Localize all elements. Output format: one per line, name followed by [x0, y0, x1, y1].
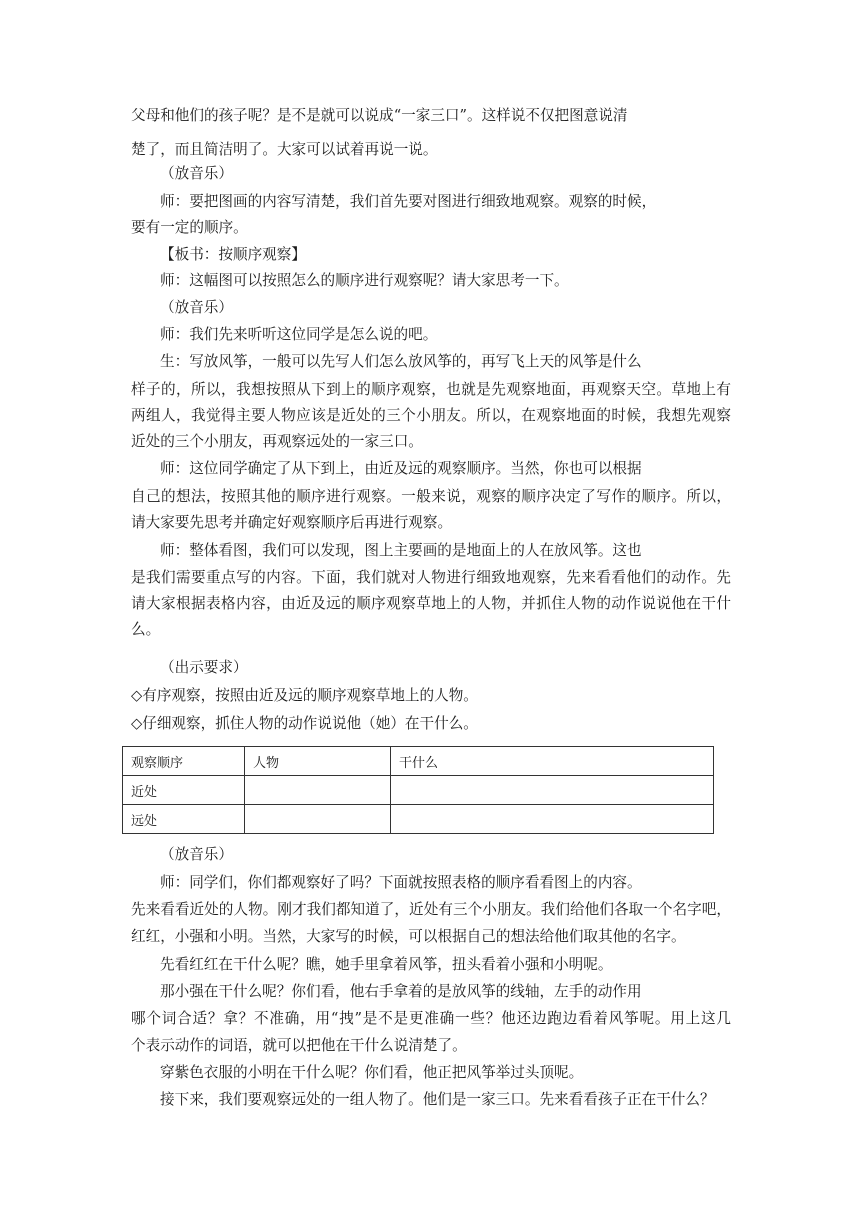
paragraph-line: 两组人，我觉得主要人物应该是近处的三个小朋友。所以，在观察地面的时候，我想先观察 [131, 407, 731, 424]
paragraph-line: （放音乐） [160, 165, 233, 182]
paragraph-line: 是我们需要重点写的内容。下面，我们就对人物进行细致地观察，先来看看他们的动作。先 [131, 569, 731, 586]
paragraph-line: 生：写放风筝，一般可以先写人们怎么放风筝的，再写飞上天的风筝是什么 [160, 353, 642, 370]
paragraph-line: 穿紫色衣服的小明在干什么呢？你们看，他正把风筝举过头顶呢。 [160, 1064, 584, 1081]
paragraph-line: ◇有序观察，按照由近及远的顺序观察草地上的人物。 [131, 687, 478, 704]
paragraph-line: （放音乐） [160, 299, 233, 316]
paragraph-line: 师：同学们，你们都观察好了吗？下面就按照表格的顺序看看图上的内容。 [160, 874, 642, 891]
paragraph-line: 个表示动作的词语，就可以把他在干什么说清楚了。 [131, 1037, 467, 1054]
paragraph-line: 楚了，而且简洁明了。大家可以试着再说一说。 [131, 141, 438, 158]
table-header-cell: 干什么 [391, 747, 714, 776]
paragraph-line: 近处的三个小朋友，再观察远处的一家三口。 [131, 433, 423, 450]
paragraph-line: 自己的想法，按照其他的顺序进行观察。一般来说，观察的顺序决定了写作的顺序。所以， [131, 488, 731, 505]
paragraph-line: 先看红红在干什么呢？瞧，她手里拿着风筝，扭头看着小强和小明呢。 [160, 956, 613, 973]
table-cell: 远处 [123, 805, 245, 834]
paragraph-line: 接下来，我们要观察远处的一组人物了。他们是一家三口。先来看看孩子正在干什么？ [160, 1091, 715, 1108]
paragraph-line: ◇仔细观察，抓住人物的动作说说他（她）在干什么。 [131, 715, 478, 732]
paragraph-line: 师：整体看图，我们可以发现，图上主要画的是地面上的人在放风筝。这也 [160, 542, 642, 559]
table-row [123, 805, 714, 834]
paragraph-line: 师：这位同学确定了从下到上，由近及远的观察顺序。当然，你也可以根据 [160, 460, 642, 477]
table-cell [391, 776, 714, 805]
table-header-cell: 人物 [245, 747, 391, 776]
paragraph-line: 师：我们先来听听这位同学是怎么说的吧。 [160, 326, 438, 343]
observation-table [122, 746, 714, 834]
paragraph-line: 红红，小强和小明。当然，大家写的时候，可以根据自己的想法给他们取其他的名字。 [131, 928, 686, 945]
table-row [123, 776, 714, 805]
table-header-row [123, 747, 714, 776]
paragraph-line: 样子的，所以，我想按照从下到上的顺序观察，也就是先观察地面，再观察天空。草地上有 [131, 381, 731, 398]
paragraph-line: 么。 [131, 621, 161, 638]
paragraph-line: 先来看看近处的人物。刚才我们都知道了，近处有三个小朋友。我们给他们各取一个名字吧， [131, 901, 731, 918]
paragraph-line: 请大家根据表格内容，由近及远的顺序观察草地上的人物，并抓住人物的动作说说他在干什 [131, 595, 731, 612]
paragraph-line: 哪个词合适？拿？不准确，用“拽”是不是更准确一些？他还边跑边看着风筝呢。用上这几 [131, 1010, 731, 1027]
paragraph-line: 父母和他们的孩子呢？是不是就可以说成“一家三口”。这样说不仅把图意说清 [131, 107, 628, 124]
paragraph-line: 那小强在干什么呢？你们看，他右手拿着的是放风筝的线轴，左手的动作用 [160, 983, 642, 1000]
paragraph-line: （出示要求） [160, 659, 248, 676]
table-cell [245, 805, 391, 834]
table-cell [245, 776, 391, 805]
paragraph-line: 【板书：按顺序观察】 [160, 246, 306, 263]
table-cell: 近处 [123, 776, 245, 805]
table-cell [391, 805, 714, 834]
table-header-cell: 观察顺序 [123, 747, 245, 776]
paragraph-line: 师：这幅图可以按照怎么的顺序进行观察呢？请大家思考一下。 [160, 272, 569, 289]
paragraph-line: 师：要把图画的内容写清楚，我们首先要对图进行细致地观察。观察的时候， [160, 193, 657, 210]
paragraph-line: 要有一定的顺序。 [131, 219, 248, 236]
paragraph-line: （放音乐） [160, 846, 233, 863]
paragraph-line: 请大家要先思考并确定好观察顺序后再进行观察。 [131, 514, 453, 531]
